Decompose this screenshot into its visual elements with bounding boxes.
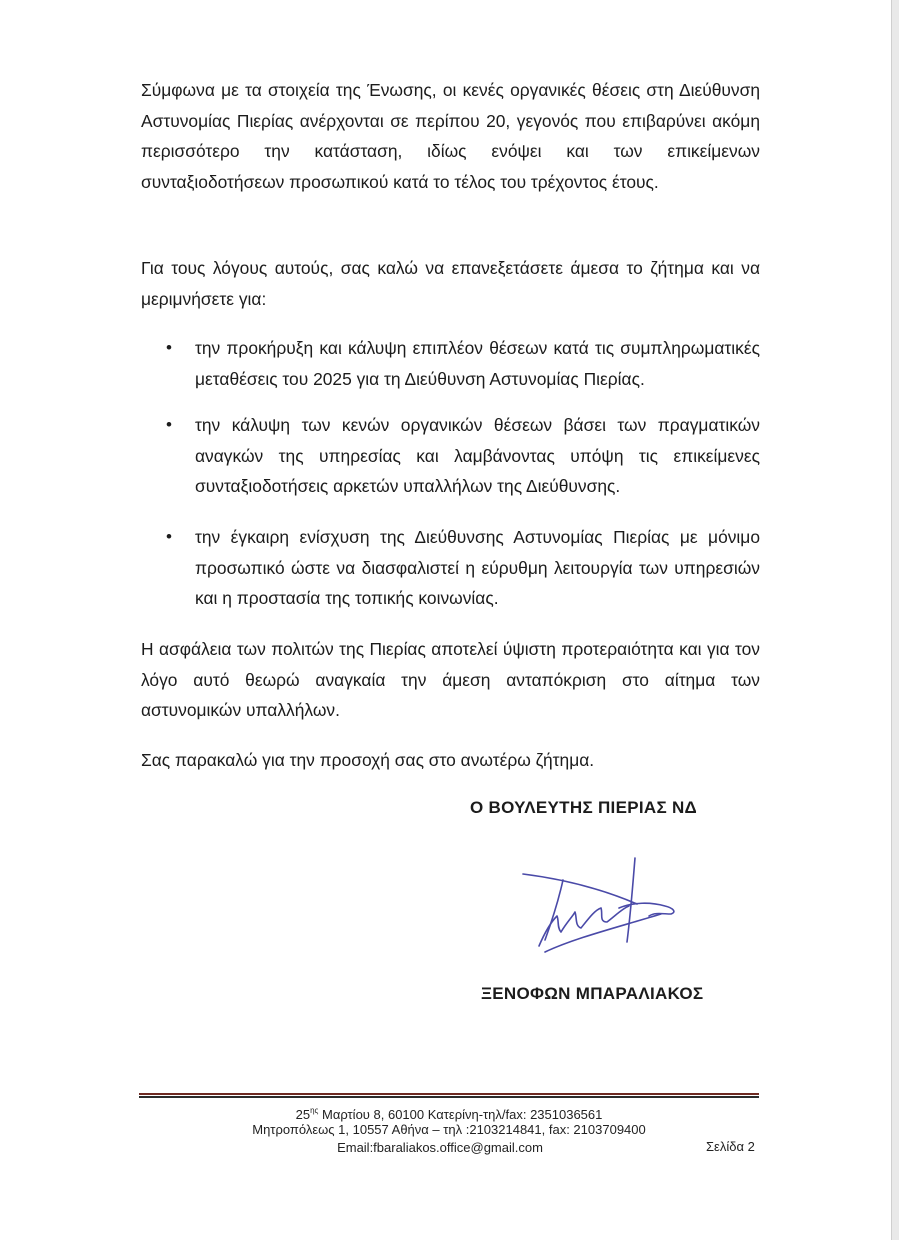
- bullet-item-2: την κάλυψη των κενών οργανικών θέσεων βάσει των πραγματικών αναγκών της υπηρεσίας και λαμβάνοντας υπόψη τις επικείμενες συνταξιοδοτήσεις αρκετών υπαλλήλων της Διεύθυνσης.: [195, 415, 760, 496]
- signature-name: ΞΕΝΟΦΩΝ ΜΠΑΡΑΛΙΑΚΟΣ: [481, 984, 704, 1003]
- paragraph-safety: Η ασφάλεια των πολιτών της Πιερίας αποτελεί ύψιστη προτεραιότητα και για τον λόγο αυτό θεωρώ αναγκαία την άμεση ανταπόκριση στο αίτημα των αστυνομικών υπαλλήλων.: [141, 639, 760, 720]
- footer-address-katerini: [139, 1102, 759, 1123]
- footer-date-number: 25: [295, 1107, 311, 1122]
- footer-address-athens: Μητροπόλεως 1, 10557 Αθήνα – τηλ :2103214841, fax: 2103709400: [252, 1122, 646, 1137]
- bullet-marker: •: [166, 338, 172, 357]
- page-number: Σελίδα 2: [706, 1139, 755, 1154]
- bullet-marker: •: [166, 415, 172, 434]
- handwritten-signature: [515, 852, 690, 957]
- paragraph-closing: Σας παρακαλώ για την προσοχή σας στο ανωτέρω ζήτημα.: [141, 750, 595, 770]
- footer-address-text: Μαρτίου 8, 60100 Κατερίνη-τηλ/fax: 2351036561: [318, 1107, 603, 1122]
- footer-divider: [139, 1093, 759, 1098]
- bullet-item-3: την έγκαιρη ενίσχυση της Διεύθυνσης Αστυνομίας Πιερίας με μόνιμο προσωπικό ώστε να διασφαλιστεί η εύρυθμη λειτουργία των υπηρεσιών και η προστασία της τοπικής κοινωνίας.: [195, 527, 760, 608]
- paragraph-request: Για τους λόγους αυτούς, σας καλώ να επανεξετάσετε άμεσα το ζήτημα και να μεριμνήσετε για:: [141, 258, 760, 309]
- signature-title: Ο ΒΟΥΛΕΥΤΗΣ ΠΙΕΡΙΑΣ ΝΔ: [470, 798, 698, 817]
- paragraph-vacancies: Σύμφωνα με τα στοιχεία της Ένωσης, οι κενές οργανικές θέσεις στη Διεύθυνση Αστυνομίας Πιερίας ανέρχονται σε περίπου 20, γεγονός που επιβαρύνει ακόμη περισσότερο την κατάσταση, ιδίως ενόψει και των επικείμενων συνταξιοδοτήσεων προσωπικού κατά το τέλος του τρέχοντος έτους.: [141, 80, 760, 192]
- bullet-item-1: την προκήρυξη και κάλυψη επιπλέον θέσεων κατά τις συμπληρωματικές μεταθέσεις του 2025 για τη Διεύθυνση Αστυνομίας Πιερίας.: [195, 338, 760, 389]
- bullet-marker: •: [166, 527, 172, 546]
- footer-ordinal-suffix: ης: [310, 1106, 319, 1115]
- footer-email: Email:fbaraliakos.office@gmail.com: [337, 1140, 543, 1155]
